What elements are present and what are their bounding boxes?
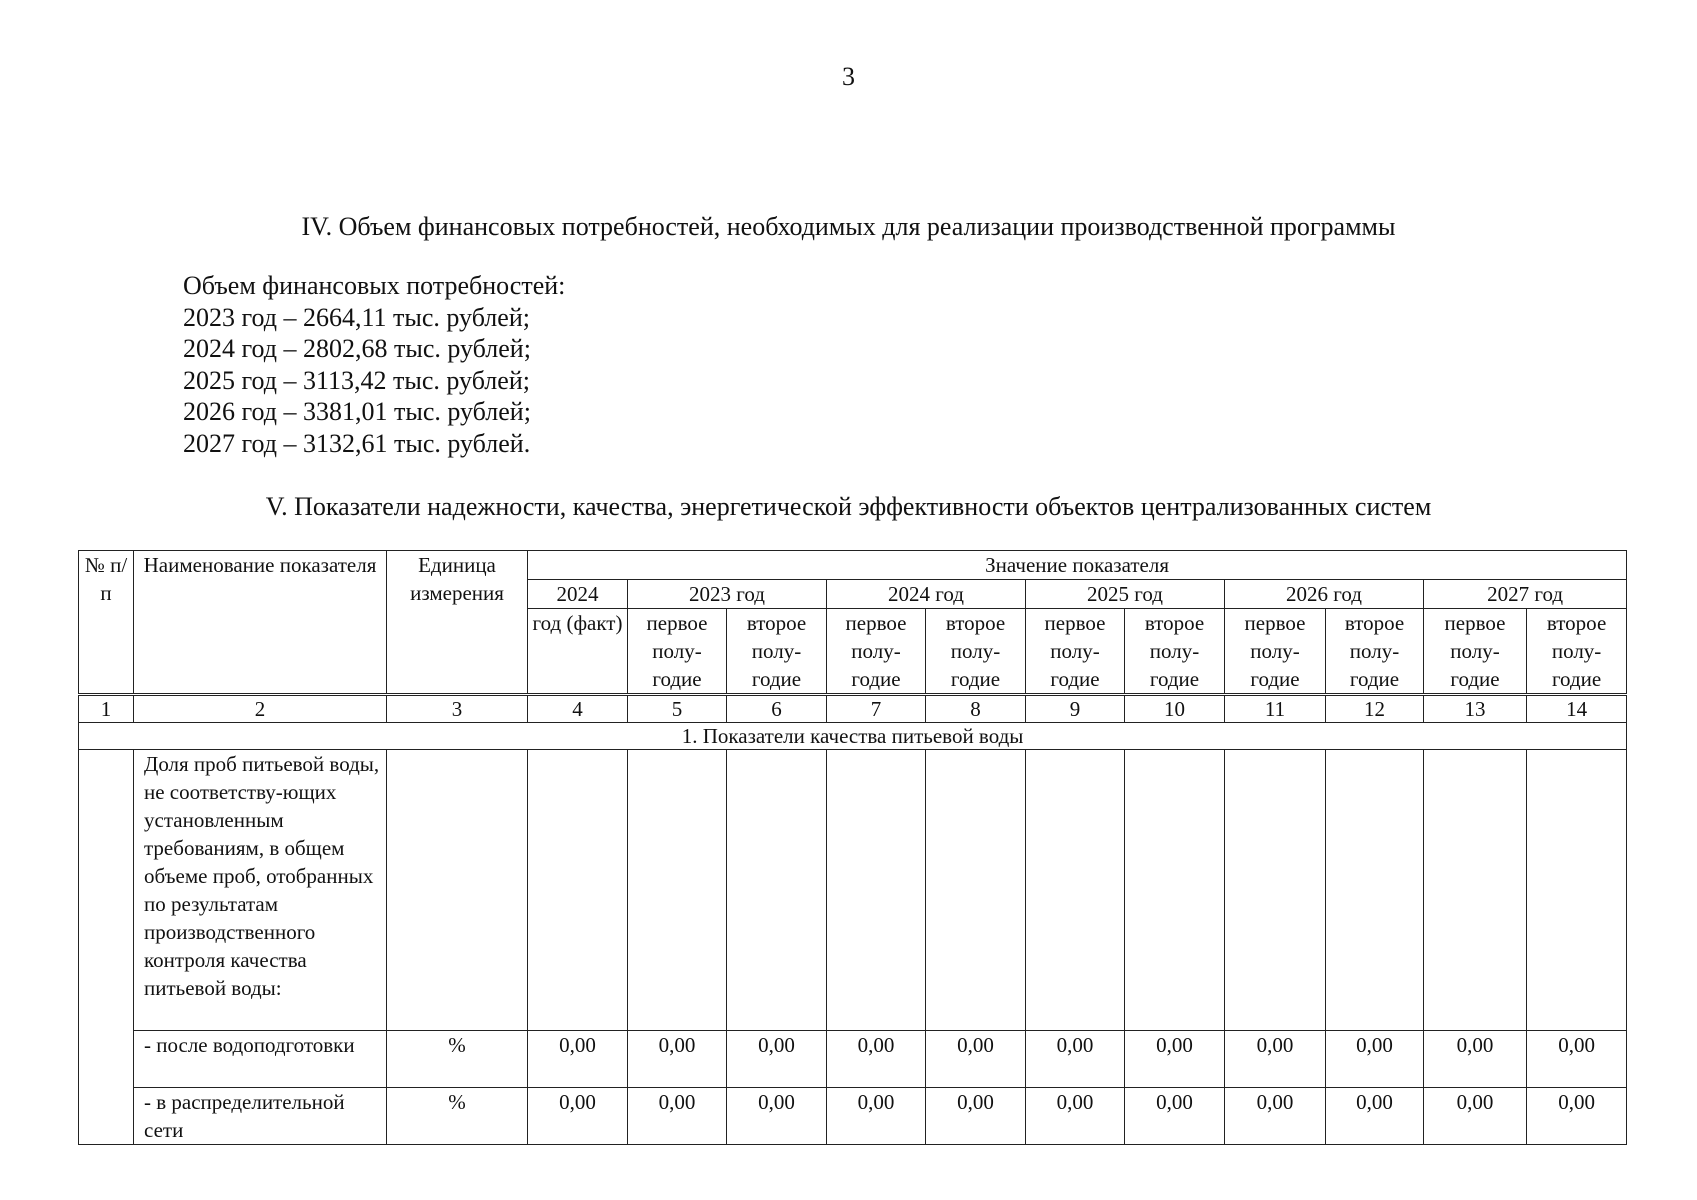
empty-cell: [1326, 750, 1424, 1031]
value-cell: 0,00: [1225, 1031, 1326, 1088]
finance-block: [183, 270, 565, 459]
indicator-unit: %: [387, 1088, 528, 1145]
col-number: 10: [1125, 695, 1225, 723]
empty-cell: [528, 750, 628, 1031]
value-cell: 0,00: [528, 1031, 628, 1088]
empty-cell: [1026, 750, 1125, 1031]
value-cell: 0,00: [1326, 1088, 1424, 1145]
value-cell: 0,00: [827, 1088, 926, 1145]
finance-line-2025: 2025 год – 3113,42 тыс. рублей;: [183, 365, 530, 395]
header-half1: первое полу-годие: [1026, 609, 1125, 695]
value-cell: 0,00: [1125, 1031, 1225, 1088]
value-cell: 0,00: [628, 1031, 727, 1088]
empty-cell: [1225, 750, 1326, 1031]
col-number: 7: [827, 695, 926, 723]
header-half2: второе полу-годие: [1527, 609, 1627, 695]
value-cell: 0,00: [1527, 1031, 1627, 1088]
indicators-table: [78, 550, 1627, 1145]
value-cell: 0,00: [628, 1088, 727, 1145]
header-year-2027: 2027 год: [1424, 580, 1627, 609]
value-cell: 0,00: [1026, 1088, 1125, 1145]
section-5-title: V. Показатели надежности, качества, энергетической эффективности объектов централизованных систем: [265, 492, 1432, 521]
finance-line-2027: 2027 год – 3132,61 тыс. рублей.: [183, 428, 531, 458]
col-number: 1: [79, 695, 134, 723]
empty-cell: [387, 750, 528, 1031]
value-cell: 0,00: [727, 1088, 827, 1145]
header-half2: второе полу-годие: [926, 609, 1026, 695]
table-row: [79, 1031, 1627, 1088]
value-cell: 0,00: [926, 1088, 1026, 1145]
value-cell: 0,00: [727, 1031, 827, 1088]
header-year-2023: 2023 год: [628, 580, 827, 609]
table-row: [79, 1088, 1627, 1145]
indicator-name: - после водоподготовки: [134, 1031, 387, 1088]
value-cell: 0,00: [1326, 1031, 1424, 1088]
col-number: 11: [1225, 695, 1326, 723]
header-half1: первое полу-годие: [827, 609, 926, 695]
header-half2: второе полу-годие: [1326, 609, 1424, 695]
section-4-title: IV. Объем финансовых потребностей, необходимых для реализации производственной программы: [301, 212, 1396, 241]
col-number: 14: [1527, 695, 1627, 723]
empty-cell: [827, 750, 926, 1031]
header-half2: второе полу-годие: [727, 609, 827, 695]
col-number: 4: [528, 695, 628, 723]
header-year-2026: 2026 год: [1225, 580, 1424, 609]
header-year-2025: 2025 год: [1026, 580, 1225, 609]
header-row-1: [79, 551, 1627, 580]
group-title: 1. Показатели качества питьевой воды: [79, 723, 1627, 750]
empty-cell: [1424, 750, 1527, 1031]
col-number: 9: [1026, 695, 1125, 723]
col-number: 6: [727, 695, 827, 723]
indicator-description: Доля проб питьевой воды, не соответству-ющих установленным требованиям, в общем объеме проб, отобранных по результатам производственного контроля качества питьевой воды:: [134, 750, 387, 1031]
finance-line-2026: 2026 год – 3381,01 тыс. рублей;: [183, 397, 531, 426]
value-cell: 0,00: [1125, 1088, 1225, 1145]
group-row: [79, 723, 1627, 750]
finance-line-2023: 2023 год – 2664,11 тыс. рублей;: [183, 302, 530, 332]
page-number: 3: [842, 62, 855, 91]
header-year-2024: 2024 год: [827, 580, 1026, 609]
description-row: [79, 750, 1627, 1031]
header-value: Значение показателя: [528, 551, 1627, 580]
col-number: 13: [1424, 695, 1527, 723]
header-name: Наименование показателя: [134, 551, 387, 695]
empty-cell: [1527, 750, 1627, 1031]
finance-line-2024: 2024 год – 2802,68 тыс. рублей;: [183, 334, 531, 363]
empty-cell: [628, 750, 727, 1031]
column-number-row: [79, 695, 1627, 723]
value-cell: 0,00: [926, 1031, 1026, 1088]
indicator-unit: %: [387, 1031, 528, 1088]
header-fact-year: 2024: [528, 580, 628, 609]
col-number: 3: [387, 695, 528, 723]
value-cell: 0,00: [1424, 1031, 1527, 1088]
header-num: № п/п: [79, 551, 134, 695]
empty-cell: [1125, 750, 1225, 1031]
col-number: 8: [926, 695, 1026, 723]
col-number: 2: [134, 695, 387, 723]
indicator-name: - в распределительной сети: [134, 1088, 387, 1145]
header-half1: первое полу-годие: [1424, 609, 1527, 695]
value-cell: 0,00: [827, 1031, 926, 1088]
value-cell: 0,00: [528, 1088, 628, 1145]
header-half2: второе полу-годие: [1125, 609, 1225, 695]
value-cell: 0,00: [1225, 1088, 1326, 1145]
finance-intro: Объем финансовых потребностей:: [183, 271, 566, 300]
header-half1: первое полу-годие: [628, 609, 727, 695]
row-num-cell: [79, 750, 134, 1145]
header-fact-note: год (факт): [528, 609, 628, 695]
empty-cell: [926, 750, 1026, 1031]
header-half1: первое полу-годие: [1225, 609, 1326, 695]
value-cell: 0,00: [1424, 1088, 1527, 1145]
empty-cell: [727, 750, 827, 1031]
col-number: 12: [1326, 695, 1424, 723]
value-cell: 0,00: [1026, 1031, 1125, 1088]
col-number: 5: [628, 695, 727, 723]
value-cell: 0,00: [1527, 1088, 1627, 1145]
header-unit: Единица измерения: [387, 551, 528, 695]
